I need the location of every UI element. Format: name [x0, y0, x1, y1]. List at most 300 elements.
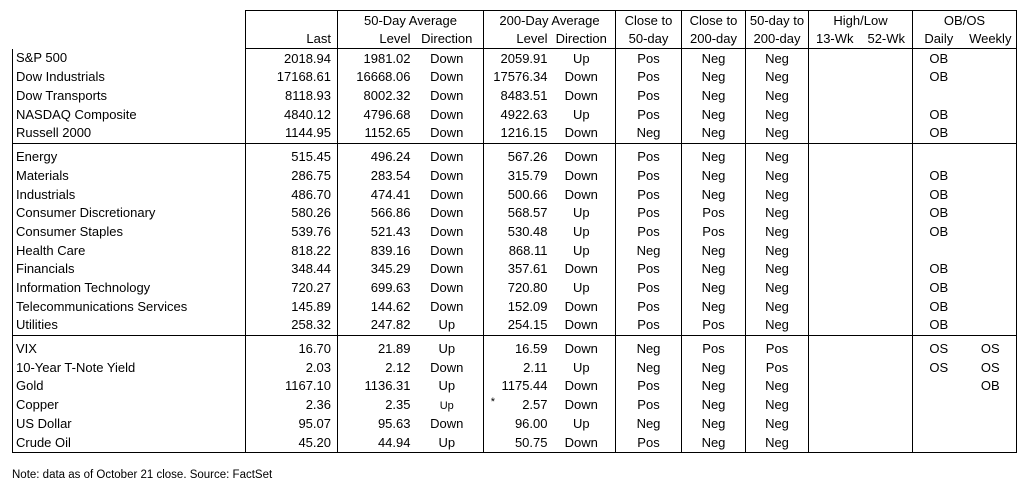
cell-close-to-200: Neg	[682, 185, 746, 204]
cell-direction-50: Down	[430, 149, 464, 165]
cell-weekly	[965, 279, 1017, 298]
cell-close-to-50: Pos	[616, 87, 682, 106]
cell-daily: OB	[913, 204, 965, 223]
cell-name: Gold	[13, 377, 246, 396]
cell-close-to-200: Neg	[682, 358, 746, 377]
cell-13wk	[809, 68, 861, 87]
cell-13wk	[809, 124, 861, 143]
cell-level-200: 17576.34	[484, 68, 548, 87]
cell-close-to-200: Neg	[682, 433, 746, 452]
cell-50-to-200: Neg	[746, 260, 809, 279]
cell-close-to-200: Neg	[682, 167, 746, 186]
cell-52wk	[861, 396, 913, 415]
cell-direction-200: Down	[564, 186, 598, 202]
cell-level-200: 315.79	[484, 167, 548, 186]
cell-close-to-50: Pos	[616, 148, 682, 167]
cell-52wk	[861, 358, 913, 377]
cell-daily	[913, 87, 965, 106]
cell-level-200: 2.57	[484, 396, 548, 415]
header-last: Last	[246, 30, 338, 49]
cell-daily: OB	[913, 68, 965, 87]
cell-50-to-200: Neg	[746, 433, 809, 452]
cell-direction-200: Down	[548, 433, 616, 452]
cell-level-50: 247.82	[338, 316, 411, 335]
cell-13wk	[809, 223, 861, 242]
cell-direction-200: Up	[572, 106, 590, 122]
header-52wk: 52-Wk	[861, 30, 913, 49]
cell-50-to-200: Neg	[746, 279, 809, 298]
cell-last: 286.75	[246, 167, 338, 186]
header-200day-cross: 200-day	[746, 30, 809, 49]
cell-weekly	[965, 223, 1017, 242]
cell-direction-200: Up	[572, 205, 590, 221]
cell-last: 2.03	[246, 358, 338, 377]
cell-last: 1144.95	[246, 124, 338, 143]
cell-weekly	[965, 68, 1017, 87]
cell-52wk	[861, 167, 913, 186]
cell-52wk	[861, 433, 913, 452]
cell-level-50: 1981.02	[338, 49, 411, 68]
cell-13wk	[809, 377, 861, 396]
cell-name: Consumer Staples	[13, 223, 246, 242]
cell-13wk	[809, 241, 861, 260]
cell-direction-50: Down	[430, 186, 464, 202]
cell-direction-50: Down	[430, 106, 464, 122]
table-row	[13, 204, 1017, 223]
cell-last: 45.20	[246, 433, 338, 452]
cell-level-50: 566.86	[338, 204, 411, 223]
cell-13wk	[809, 279, 861, 298]
cell-direction-50: Down	[430, 223, 464, 239]
cell-direction-200: Down	[564, 167, 598, 183]
cell-52wk	[861, 377, 913, 396]
cell-level-50: 521.43	[338, 223, 411, 242]
header-close-to-50: Close to	[616, 11, 682, 30]
cell-level-200: 357.61	[484, 260, 548, 279]
cell-daily: OB	[913, 279, 965, 298]
cell-weekly	[965, 87, 1017, 106]
cell-daily: OB	[913, 316, 965, 335]
cell-level-200: 1216.15	[484, 124, 548, 143]
table-row	[13, 260, 1017, 279]
cell-50-to-200: Neg	[746, 204, 809, 223]
cell-weekly	[965, 241, 1017, 260]
cell-52wk	[861, 260, 913, 279]
cell-direction-200: Down	[564, 149, 598, 165]
cell-close-to-200: Neg	[682, 297, 746, 316]
cell-52wk	[861, 148, 913, 167]
cell-close-to-200: Neg	[682, 415, 746, 434]
cell-52wk	[861, 316, 913, 335]
cell-daily: OB	[913, 167, 965, 186]
cell-52wk	[861, 124, 913, 143]
cell-level-200: 868.11	[484, 241, 548, 260]
cell-13wk	[809, 316, 861, 335]
cell-direction-50: Up	[411, 433, 484, 452]
cell-13wk	[809, 433, 861, 452]
cell-close-to-200: Neg	[682, 124, 746, 143]
header-close-to-200: Close to	[682, 11, 746, 30]
cell-daily	[913, 433, 965, 452]
cell-name: Information Technology	[13, 279, 246, 298]
cell-13wk	[809, 204, 861, 223]
header-high-low: High/Low	[809, 11, 913, 30]
table-row	[13, 358, 1017, 377]
cell-close-to-200: Neg	[682, 241, 746, 260]
cell-level-200: 568.57	[484, 204, 548, 223]
cell-direction-50: Down	[430, 125, 464, 141]
table-row	[13, 105, 1017, 124]
cell-last: 95.07	[246, 415, 338, 434]
cell-close-to-200: Pos	[682, 204, 746, 223]
cell-weekly	[965, 396, 1017, 415]
cell-level-200: 96.00	[484, 415, 548, 434]
cell-close-to-50: Neg	[616, 340, 682, 359]
cell-level-50: 839.16	[338, 241, 411, 260]
cell-close-to-50: Pos	[616, 316, 682, 335]
cell-level-50: 1152.65	[338, 124, 411, 143]
cell-close-to-200: Neg	[682, 148, 746, 167]
cell-direction-200: Up	[572, 359, 590, 375]
cell-direction-50	[411, 395, 495, 415]
cell-50-to-200: Neg	[746, 124, 809, 143]
cell-close-to-50: Pos	[616, 396, 682, 415]
cell-name: US Dollar	[13, 415, 246, 434]
cell-daily: OB	[913, 223, 965, 242]
cell-last: 515.45	[246, 148, 338, 167]
cell-name: 10-Year T-Note Yield	[13, 358, 246, 377]
cell-13wk	[809, 185, 861, 204]
cell-close-to-200: Neg	[682, 68, 746, 87]
cell-level-200: 2.11	[484, 358, 548, 377]
cell-close-to-50: Pos	[616, 377, 682, 396]
cell-level-50: 95.63	[338, 415, 411, 434]
cell-last: 580.26	[246, 204, 338, 223]
cell-direction-50: Down	[430, 359, 464, 375]
cell-direction-50: Up	[438, 378, 456, 394]
header-daily: Daily	[913, 30, 965, 49]
cell-close-to-200: Neg	[682, 377, 746, 396]
cell-close-to-50: Pos	[616, 105, 682, 124]
cell-13wk	[809, 87, 861, 106]
cell-50-to-200: Neg	[746, 297, 809, 316]
cell-direction-50: Down	[430, 279, 464, 295]
cell-13wk	[809, 358, 861, 377]
cell-last: 2018.94	[246, 49, 338, 68]
cell-13wk	[809, 148, 861, 167]
cell-52wk	[861, 297, 913, 316]
header-weekly: Weekly	[965, 30, 1017, 49]
cell-52wk	[861, 204, 913, 223]
cell-direction-50: Down	[430, 69, 464, 85]
header-row-top	[13, 11, 1017, 30]
cell-last: 2.36	[246, 396, 338, 415]
cell-close-to-50: Pos	[616, 279, 682, 298]
cell-daily: OS	[913, 358, 965, 377]
cell-close-to-200: Neg	[682, 396, 746, 415]
cell-daily: OS	[913, 340, 965, 359]
table-row	[13, 124, 1017, 143]
cell-direction-50: Down	[430, 242, 464, 258]
table-row	[13, 340, 1017, 359]
cell-direction-200: Down	[564, 125, 598, 141]
cell-name: Industrials	[13, 185, 246, 204]
cell-daily: OB	[913, 124, 965, 143]
header-50day-average: 50-Day Average	[338, 11, 484, 30]
cell-level-50: 2.35	[338, 396, 411, 415]
cell-direction-200: Up	[572, 279, 590, 295]
cell-last: 8118.93	[246, 87, 338, 106]
cell-level-50: 699.63	[338, 279, 411, 298]
cell-close-to-50: Pos	[616, 68, 682, 87]
cell-direction-200: Down	[564, 317, 598, 333]
cell-52wk	[861, 87, 913, 106]
cell-level-50: 283.54	[338, 167, 411, 186]
table-row	[13, 49, 1017, 68]
cell-weekly	[965, 124, 1017, 143]
cell-close-to-200: Neg	[682, 49, 746, 68]
cell-50-to-200: Neg	[746, 105, 809, 124]
table-row	[13, 415, 1017, 434]
cell-name: VIX	[13, 340, 246, 359]
cell-name: NASDAQ Composite	[13, 105, 246, 124]
cell-weekly	[965, 49, 1017, 68]
table-row	[13, 316, 1017, 335]
cell-last: 17168.61	[246, 68, 338, 87]
cell-level-50: 4796.68	[338, 105, 411, 124]
cell-last: 348.44	[246, 260, 338, 279]
table-row	[13, 297, 1017, 316]
cell-last: 539.76	[246, 223, 338, 242]
cell-50-to-200: Neg	[746, 49, 809, 68]
cell-weekly	[965, 316, 1017, 335]
cell-level-200: 4922.63	[484, 105, 548, 124]
cell-close-to-200: Pos	[682, 223, 746, 242]
cell-50-to-200: Neg	[746, 185, 809, 204]
cell-13wk	[809, 49, 861, 68]
table-row	[13, 68, 1017, 87]
cell-close-to-50: Pos	[616, 260, 682, 279]
header-50day: 50-day	[616, 30, 682, 49]
cell-close-to-200: Neg	[682, 105, 746, 124]
cell-close-to-50: Pos	[616, 185, 682, 204]
cell-close-to-200: Pos	[682, 316, 746, 335]
cell-name: Health Care	[13, 241, 246, 260]
cell-52wk	[861, 49, 913, 68]
cell-level-200: 152.09	[484, 297, 548, 316]
cell-last: 145.89	[246, 297, 338, 316]
cell-level-50: 144.62	[338, 297, 411, 316]
cell-50-to-200: Neg	[746, 396, 809, 415]
cell-50-to-200: Neg	[746, 316, 809, 335]
cell-daily	[913, 148, 965, 167]
cell-50-to-200: Neg	[746, 415, 809, 434]
cell-close-to-50: Neg	[616, 415, 682, 434]
cell-level-50: 2.12	[338, 358, 411, 377]
cell-close-to-50: Pos	[616, 167, 682, 186]
cell-name: Dow Transports	[13, 87, 246, 106]
header-direction-50: Direction	[411, 30, 484, 49]
cell-direction-200: Down	[564, 261, 598, 277]
cell-last: 1167.10	[246, 377, 338, 396]
cell-close-to-200: Neg	[682, 279, 746, 298]
footnote: Note: data as of October 21 close. Source: FactSet	[12, 469, 273, 481]
table-row	[13, 167, 1017, 186]
cell-close-to-50: Neg	[616, 358, 682, 377]
header-200day: 200-day	[682, 30, 746, 49]
cell-level-200: 254.15	[484, 316, 548, 335]
cell-level-200: 50.75	[484, 433, 548, 452]
cell-name: Financials	[13, 260, 246, 279]
table-row	[13, 279, 1017, 298]
direction-text: Up	[439, 399, 454, 412]
cell-name: Dow Industrials	[13, 68, 246, 87]
cell-direction-50: Up	[438, 317, 456, 333]
cell-50-to-200: Neg	[746, 148, 809, 167]
cell-50-to-200: Neg	[746, 223, 809, 242]
cell-52wk	[861, 415, 913, 434]
cell-last: 16.70	[246, 340, 338, 359]
cell-name: Russell 2000	[13, 124, 246, 143]
cell-close-to-50: Pos	[616, 297, 682, 316]
table-row	[13, 185, 1017, 204]
cell-50-to-200: Neg	[746, 68, 809, 87]
cell-50-to-200: Pos	[746, 358, 809, 377]
cell-level-50: 16668.06	[338, 68, 411, 87]
cell-level-50: 21.89	[338, 340, 411, 359]
cell-direction-50: Down	[430, 167, 464, 183]
cell-level-50: 496.24	[338, 148, 411, 167]
cell-name: S&P 500	[13, 49, 246, 68]
cell-direction-50: Down	[430, 416, 464, 432]
cell-level-200: 530.48	[484, 223, 548, 242]
table-row	[13, 377, 1017, 396]
cell-weekly: OB	[965, 377, 1017, 396]
header-ob-os: OB/OS	[913, 11, 1017, 30]
cell-close-to-50: Pos	[616, 49, 682, 68]
cell-direction-200: Down	[564, 397, 598, 413]
cell-close-to-200: Pos	[682, 340, 746, 359]
cell-52wk	[861, 105, 913, 124]
cell-close-to-50: Neg	[616, 124, 682, 143]
cell-direction-200: Down	[564, 378, 598, 394]
cell-direction-200: Down	[564, 341, 598, 357]
cell-daily	[913, 415, 965, 434]
cell-weekly	[965, 260, 1017, 279]
cell-13wk	[809, 396, 861, 415]
cell-52wk	[861, 185, 913, 204]
cell-weekly: OS	[965, 340, 1017, 359]
cell-13wk	[809, 415, 861, 434]
cell-daily	[913, 396, 965, 415]
cell-level-200: 16.59	[484, 340, 548, 359]
cell-weekly	[965, 433, 1017, 452]
cell-close-to-50: Pos	[616, 433, 682, 452]
cell-direction-50: Up	[438, 341, 456, 357]
cell-close-to-50: Neg	[616, 241, 682, 260]
table-header	[13, 11, 1017, 49]
cell-level-50: 345.29	[338, 260, 411, 279]
cell-direction-200: Up	[572, 416, 590, 432]
cell-13wk	[809, 105, 861, 124]
cell-daily	[913, 377, 965, 396]
cell-50-to-200: Neg	[746, 377, 809, 396]
header-direction-200: Direction	[548, 30, 616, 49]
cell-direction-50: Down	[430, 88, 464, 104]
cell-level-50: 1136.31	[338, 377, 411, 396]
header-row-sub	[13, 30, 1017, 49]
cell-weekly	[965, 204, 1017, 223]
cell-level-200: 1175.44	[484, 377, 548, 396]
cell-52wk	[861, 68, 913, 87]
cell-50-to-200: Neg	[746, 87, 809, 106]
cell-50-to-200: Neg	[746, 241, 809, 260]
cell-level-50: 8002.32	[338, 87, 411, 106]
technical-summary-table	[12, 10, 1017, 453]
cell-daily: OB	[913, 297, 965, 316]
cell-52wk	[861, 223, 913, 242]
cell-close-to-50: Pos	[616, 223, 682, 242]
cell-direction-200: Down	[564, 69, 598, 85]
cell-daily: OB	[913, 260, 965, 279]
table-row	[13, 223, 1017, 242]
cell-weekly	[965, 105, 1017, 124]
cell-13wk	[809, 340, 861, 359]
cell-daily: OB	[913, 185, 965, 204]
cell-name: Copper	[13, 396, 246, 415]
cell-weekly	[965, 297, 1017, 316]
cell-daily: OB	[913, 105, 965, 124]
cell-level-200: 720.80	[484, 279, 548, 298]
footnote-marker: *	[490, 395, 495, 408]
cell-weekly: OS	[965, 358, 1017, 377]
cell-weekly	[965, 148, 1017, 167]
cell-last: 258.32	[246, 316, 338, 335]
cell-52wk	[861, 241, 913, 260]
cell-close-to-200: Neg	[682, 260, 746, 279]
cell-weekly	[965, 415, 1017, 434]
header-200day-average: 200-Day Average	[484, 11, 616, 30]
cell-13wk	[809, 260, 861, 279]
cell-level-50: 44.94	[338, 433, 411, 452]
table-row	[13, 396, 1017, 415]
table-row	[13, 87, 1017, 106]
cell-52wk	[861, 279, 913, 298]
cell-50-to-200: Pos	[746, 340, 809, 359]
cell-close-to-200: Neg	[682, 87, 746, 106]
cell-direction-50: Down	[430, 50, 464, 66]
cell-direction-200: Up	[572, 242, 590, 258]
cell-weekly	[965, 167, 1017, 186]
cell-level-200: 500.66	[484, 185, 548, 204]
cell-last: 486.70	[246, 185, 338, 204]
header-level-50: Level	[338, 30, 411, 49]
cell-direction-50: Down	[430, 298, 464, 314]
cell-level-200: 567.26	[484, 148, 548, 167]
cell-name: Consumer Discretionary	[13, 204, 246, 223]
cell-name: Utilities	[13, 316, 246, 335]
cell-13wk	[809, 167, 861, 186]
header-13wk: 13-Wk	[809, 30, 861, 49]
cell-13wk	[809, 297, 861, 316]
cell-close-to-50: Pos	[616, 204, 682, 223]
cell-level-200: 2059.91	[484, 49, 548, 68]
cell-name: Materials	[13, 167, 246, 186]
header-level-200: Level	[484, 30, 548, 49]
cell-name: Energy	[13, 148, 246, 167]
table-row	[13, 241, 1017, 260]
cell-direction-50: Down	[430, 205, 464, 221]
